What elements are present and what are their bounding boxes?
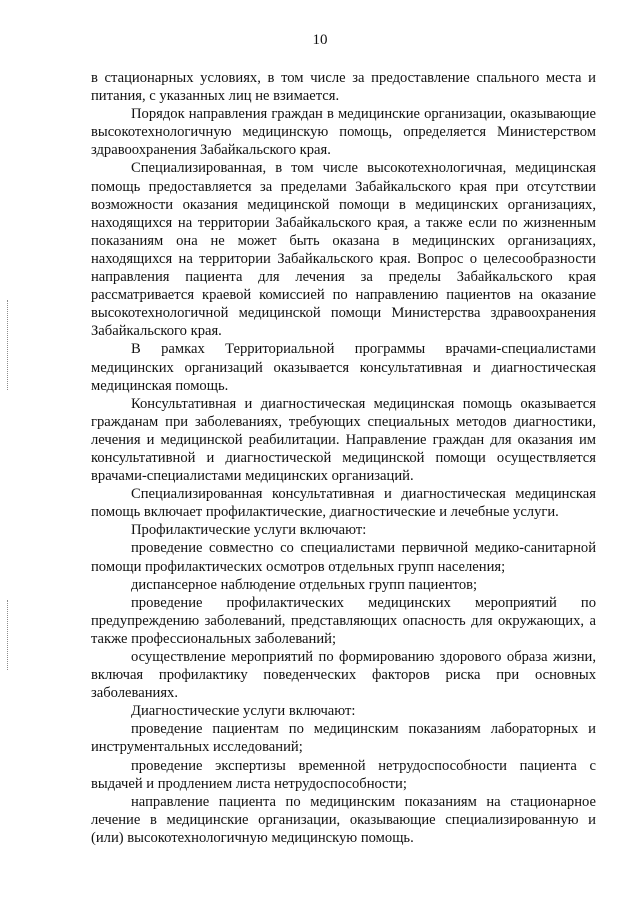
list-item-lab-studies: проведение пациентам по медицинским показаниям лабораторных и инструментальных исследований;	[91, 721, 596, 756]
paragraph-continuation: в стационарных условиях, в том числе за предоставление спального места и питания, с указанных лиц не взимается.	[91, 70, 596, 105]
paragraph-territorial-program: В рамках Территориальной программы врачами-специалистами медицинских организаций оказывается консультативная и диагностическая медицинская помощь.	[91, 341, 596, 394]
paragraph-services-overview: Специализированная консультативная и диагностическая медицинская помощь включает профилактические, диагностические и лечебные услуги.	[91, 486, 596, 521]
list-item-preventive-exams: проведение совместно со специалистами первичной медико-санитарной помощи профилактических осмотров отдельных групп населения;	[91, 540, 596, 575]
document-body	[91, 69, 596, 847]
paragraph-preventive-heading: Профилактические услуги включают:	[131, 522, 367, 539]
page-number: 10	[312, 32, 328, 48]
list-item-hospital-referral: направление пациента по медицинским показаниям на стационарное лечение в медицинские организации, оказывающие специализированную и (или) высокотехнологичную медицинскую помощь.	[91, 793, 596, 846]
paragraph-specialized-care: Специализированная, в том числе высокотехнологичная, медицинская помощь предоставляется за пределами Забайкальского края при отсутствии возможности оказания медицинской помощи в медицинских организациях, находящихся на территории Забайкальского края, а также если по жизненным показаниям она не может быть оказана в медицинских организациях, находящихся на территории Забайкальского края. Вопрос о целесообразности направления пациента для лечения за пределы Забайкальского края рассматривается краевой комиссией по направлению пациентов на оказание высокотехнологичной медицинской помощи Министерства здравоохранения Забайкальского края.	[91, 160, 596, 340]
list-item-preventive-measures: проведение профилактических медицинских мероприятий по предупреждению заболеваний, представляющих опасность для окружающих, а также профессиональных заболеваний;	[91, 594, 596, 647]
paragraph-diagnostic-heading: Диагностические услуги включают:	[131, 703, 356, 720]
list-item-healthy-lifestyle: осуществление мероприятий по формированию здорового образа жизни, включая профилактику поведенческих факторов риска при основных заболеваниях.	[91, 649, 596, 702]
binding-margin-mark	[7, 300, 9, 390]
list-item-dispensary-observation: диспансерное наблюдение отдельных групп пациентов;	[131, 576, 478, 593]
paragraph-referral-procedure: Порядок направления граждан в медицинские организации, оказывающие высокотехнологичную медицинскую помощь, определяется Министерством здравоохранения Забайкальского края.	[91, 106, 596, 159]
paragraph-consultative-care: Консультативная и диагностическая медицинская помощь оказывается гражданам при заболеваниях, требующих специальных методов диагностики, лечения и медицинской реабилитации. Направление граждан для оказания им консультативной и диагностической медицинской помощи осуществляется врачами-специалистами медицинских организаций.	[91, 395, 596, 485]
binding-margin-mark	[7, 600, 9, 670]
list-item-disability-expertise: проведение экспертизы временной нетрудоспособности пациента с выдачей и продлением листа нетрудоспособности;	[91, 757, 596, 792]
